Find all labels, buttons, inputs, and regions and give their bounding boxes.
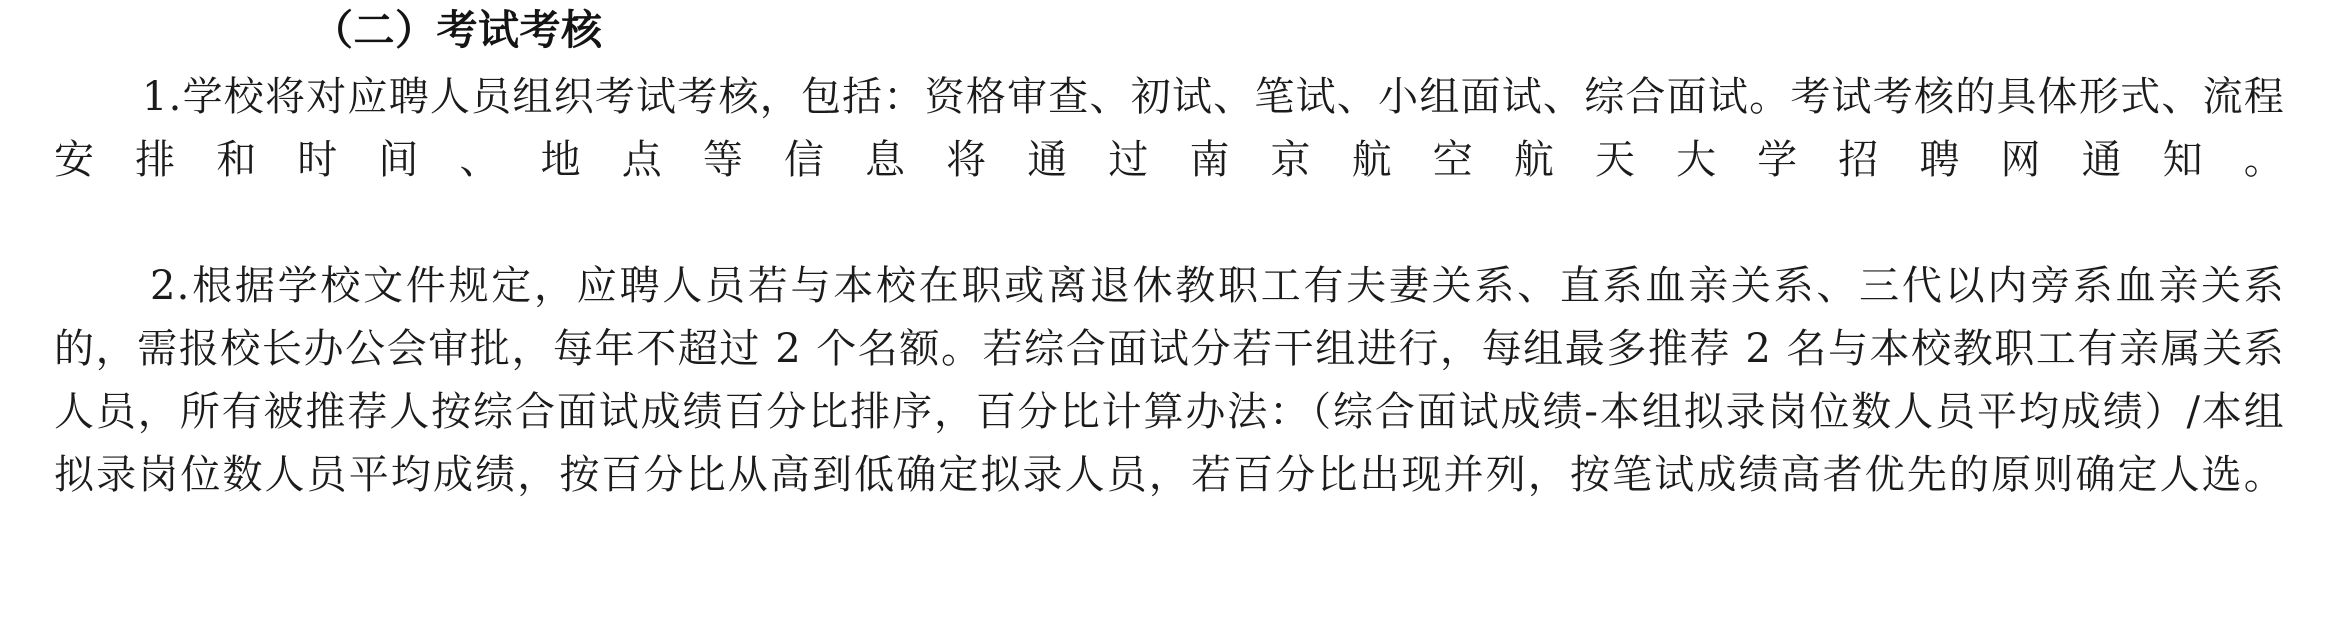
paragraph-1: 1.学校将对应聘人员组织考试考核，包括：资格审查、初试、笔试、小组面试、综合面试。考试考核的具体形式、流程安排和时间、地点等信息将通过南京航空航天大学招聘网通知。 [54, 74, 2285, 183]
section-heading: （二）考试考核 [312, 6, 603, 54]
paragraph-2: 2.根据学校文件规定，应聘人员若与本校在职或离退休教职工有夫妻关系、直系血亲关系、三代以内旁系血亲关系的，需报校长办公会审批，每年不超过 2 个名额。若综合面试分若干组进行，每组最多推荐 2 名与本校教职工有亲属关系人员，所有被推荐人按综合面试成绩百分比排序，百分比计算办法：（综合面试成绩-本组拟录岗位数人员平均成绩）/本组拟录岗位数人员平均成绩，按百分比从高到低确定拟录人员，若百分比出现并列，按笔试成绩高者优先的原则确定人选。 [54, 263, 2285, 498]
document-body [54, 0, 2285, 570]
